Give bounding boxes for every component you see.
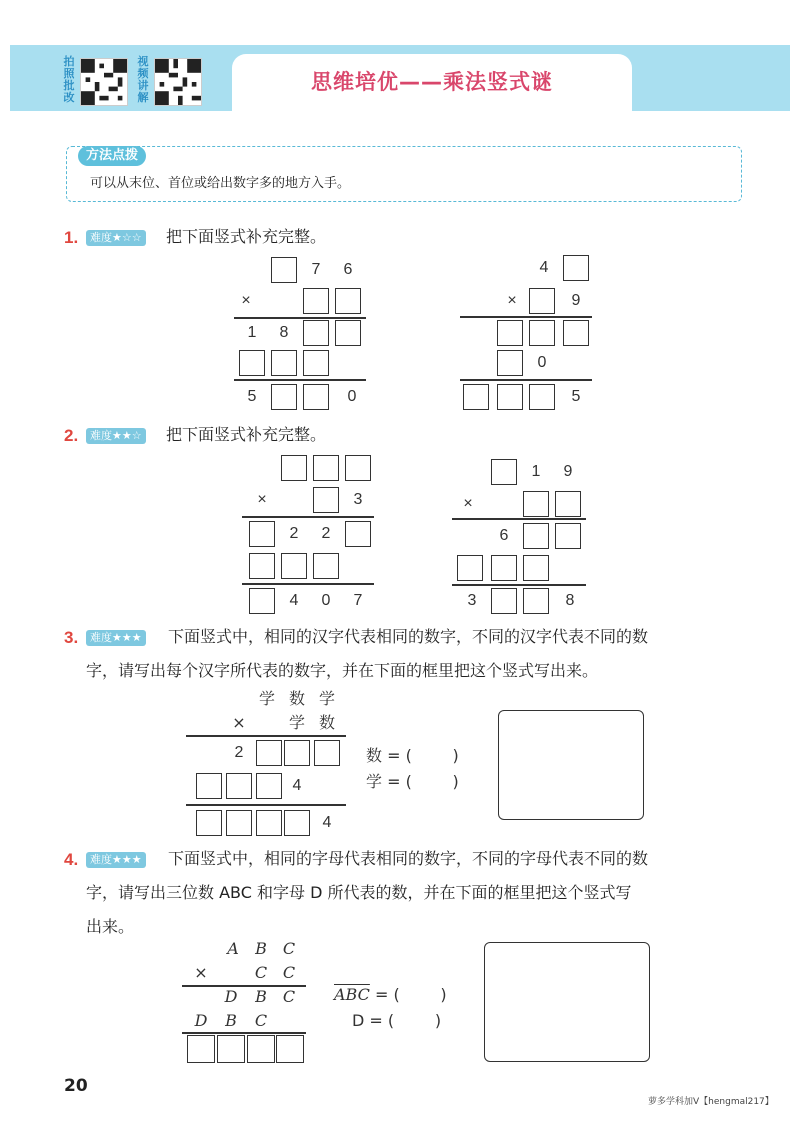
times-sign: × (232, 713, 246, 732)
digit: 2 (321, 525, 331, 542)
question-text-line1: 下面竖式中，相同的字母代表相同的数字，不同的字母代表不同的数 (168, 849, 649, 868)
difficulty-badge (86, 630, 146, 646)
method-tip-tag: 方法点拨 (78, 146, 146, 166)
blank-box[interactable] (523, 491, 549, 517)
abc-overline-label: $\overline{ABC}$ (334, 985, 370, 1004)
blank-box[interactable] (303, 288, 329, 314)
digit: 9 (571, 292, 581, 309)
blank-box[interactable] (256, 740, 282, 766)
letter-digit: B (255, 939, 267, 958)
letter-digit: C (254, 963, 268, 982)
digit: 8 (279, 324, 289, 341)
blank-box[interactable] (463, 384, 489, 410)
digit: 4 (539, 259, 549, 276)
blank-box[interactable] (284, 810, 310, 836)
blank-box[interactable] (529, 288, 555, 314)
digit: 4 (292, 777, 302, 794)
blank-box[interactable] (249, 521, 275, 547)
digit: 5 (571, 388, 581, 405)
difficulty-badge (86, 230, 146, 246)
blank-box[interactable] (523, 588, 549, 614)
blank-box[interactable] (345, 521, 371, 547)
char-digit: 学 (288, 713, 305, 732)
rule-line (182, 1032, 306, 1034)
star-icon: ★★☆ (112, 429, 142, 442)
digit: 4 (322, 814, 332, 831)
digit: 8 (565, 592, 575, 609)
times-sign: × (241, 292, 251, 309)
blank-box[interactable] (187, 1035, 215, 1063)
letter-digit: B (255, 987, 267, 1006)
blank-box[interactable] (314, 740, 340, 766)
blank-box[interactable] (491, 588, 517, 614)
star-icon: ★★★ (112, 853, 142, 866)
letter-digit: C (282, 939, 296, 958)
page-number: 20 (64, 1076, 88, 1096)
answer-abc-blank: = ( ) (374, 985, 447, 1004)
rule-line (186, 804, 346, 806)
blank-box[interactable] (491, 459, 517, 485)
blank-box[interactable] (249, 588, 275, 614)
question-text: 把下面竖式补充完整。 (166, 425, 327, 444)
letter-digit: C (254, 1011, 268, 1030)
blank-box[interactable] (239, 350, 265, 376)
rule-line (452, 584, 586, 586)
answer-d[interactable]: D = ( ) (352, 1011, 442, 1030)
digit: 2 (289, 525, 299, 542)
difficulty-badge (86, 852, 146, 868)
star-icon: ★★★ (112, 631, 142, 644)
question-text-line2: 字，请写出每个汉字所代表的数字，并在下面的框里把这个竖式写出来。 (86, 661, 599, 680)
digit: 0 (321, 592, 331, 609)
difficulty-badge (86, 428, 146, 444)
blank-box[interactable] (563, 255, 589, 281)
question-text-line3: 出来。 (86, 917, 135, 936)
letter-digit: B (225, 1011, 237, 1030)
photo-correct-label: 拍照批改 (63, 55, 75, 104)
blank-box[interactable] (313, 487, 339, 513)
question-text-line1: 下面竖式中，相同的汉字代表相同的数字，不同的汉字代表不同的数 (168, 627, 649, 646)
digit: 2 (234, 744, 244, 761)
answer-frame[interactable] (484, 942, 650, 1062)
times-sign: × (507, 292, 517, 309)
blank-box[interactable] (256, 773, 282, 799)
rule-line (452, 518, 586, 520)
char-digit: 数 (318, 713, 335, 732)
rule-line (242, 516, 374, 518)
char-digit: 数 (288, 689, 305, 708)
digit: 5 (247, 388, 257, 405)
digit: 7 (311, 261, 321, 278)
digit: 1 (247, 324, 257, 341)
video-explain-label: 视频讲解 (137, 55, 149, 104)
blank-box[interactable] (563, 320, 589, 346)
blank-box[interactable] (529, 384, 555, 410)
digit: 6 (499, 527, 509, 544)
blank-box[interactable] (345, 455, 371, 481)
question-number: 2. (64, 426, 79, 445)
times-sign: × (463, 495, 473, 512)
blank-box[interactable] (303, 350, 329, 376)
answer-abc[interactable] (334, 984, 447, 1006)
blank-box[interactable] (497, 320, 523, 346)
letter-digit: A (227, 939, 239, 958)
difficulty-label: 难度 (90, 631, 112, 644)
blank-box[interactable] (226, 810, 252, 836)
blank-box[interactable] (249, 553, 275, 579)
blank-box[interactable] (226, 773, 252, 799)
blank-box[interactable] (555, 491, 581, 517)
question-number: 1. (64, 228, 79, 247)
blank-box[interactable] (196, 773, 222, 799)
blank-box[interactable] (523, 555, 549, 581)
difficulty-label: 难度 (90, 853, 112, 866)
difficulty-label: 难度 (90, 231, 112, 244)
blank-box[interactable] (523, 523, 549, 549)
digit: 9 (563, 463, 573, 480)
blank-box[interactable] (491, 555, 517, 581)
blank-box[interactable] (497, 384, 523, 410)
difficulty-label: 难度 (90, 429, 112, 442)
char-digit: 学 (258, 689, 275, 708)
rule-line (460, 379, 592, 381)
blank-box[interactable] (284, 740, 310, 766)
question-number: 3. (64, 628, 79, 647)
blank-box[interactable] (276, 1035, 304, 1063)
digit: 4 (289, 592, 299, 609)
letter-digit: C (282, 987, 296, 1006)
blank-box[interactable] (217, 1035, 245, 1063)
blank-box[interactable] (457, 555, 483, 581)
times-sign: × (257, 491, 267, 508)
digit: 6 (343, 261, 353, 278)
blank-box[interactable] (335, 288, 361, 314)
rule-line (460, 316, 592, 318)
question-text: 把下面竖式补充完整。 (166, 227, 327, 246)
blank-box[interactable] (303, 320, 329, 346)
answer-xue[interactable]: 学 = ( ) (366, 772, 459, 791)
star-icon: ★☆☆ (112, 231, 142, 244)
blank-box[interactable] (335, 320, 361, 346)
blank-box[interactable] (256, 810, 282, 836)
question-number: 4. (64, 850, 79, 869)
letter-digit: D (194, 1011, 208, 1030)
method-tip-text: 可以从末位、首位或给出数字多的地方入手。 (90, 176, 351, 191)
question-text-line2: 字，请写出三位数 ABC 和字母 D 所代表的数，并在下面的框里把这个竖式写 (86, 883, 632, 902)
qr-code-icon[interactable] (80, 58, 128, 106)
digit: 1 (531, 463, 541, 480)
rule-line (234, 317, 366, 319)
answer-shu[interactable]: 数 = ( ) (366, 746, 459, 765)
digit: 7 (353, 592, 363, 609)
digit: 3 (467, 592, 477, 609)
answer-frame[interactable] (498, 710, 644, 820)
letter-digit: C (282, 963, 296, 982)
blank-box[interactable] (313, 553, 339, 579)
blank-box[interactable] (281, 455, 307, 481)
blank-box[interactable] (313, 455, 339, 481)
blank-box[interactable] (271, 350, 297, 376)
rule-line (186, 735, 346, 737)
blank-box[interactable] (281, 553, 307, 579)
blank-box[interactable] (271, 257, 297, 283)
blank-box[interactable] (196, 810, 222, 836)
blank-box[interactable] (303, 384, 329, 410)
blank-box[interactable] (247, 1035, 275, 1063)
digit: 3 (353, 491, 363, 508)
char-digit: 学 (318, 689, 335, 708)
digit: 0 (347, 388, 357, 405)
blank-box[interactable] (555, 523, 581, 549)
blank-box[interactable] (271, 384, 297, 410)
letter-digit: D (224, 987, 238, 1006)
qr-code-icon[interactable] (154, 58, 202, 106)
blank-box[interactable] (497, 350, 523, 376)
blank-box[interactable] (529, 320, 555, 346)
rule-line (242, 583, 374, 585)
times-sign: × (194, 963, 208, 982)
page-title: 思维培优——乘法竖式谜 (311, 70, 553, 94)
watermark: 萝多学科加V【hengmal217】 (648, 1097, 774, 1107)
digit: 0 (537, 354, 547, 371)
rule-line (234, 379, 366, 381)
